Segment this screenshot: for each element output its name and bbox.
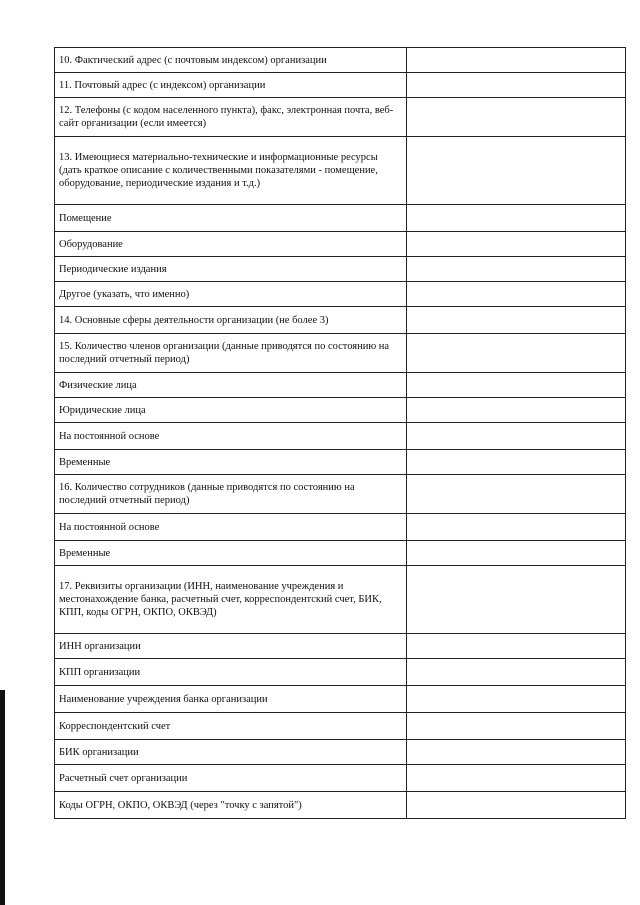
label-members-count: 15. Количество членов организации (данные приводятся по состоянию на последний отчетный период) xyxy=(55,334,407,373)
label-requisites: 17. Реквизиты организации (ИНН, наименование учреждения и местонахождение банка, расчетный счет, корреспондентский счет, БИК, КПП, коды ОГРН, ОКПО, ОКВЭД) xyxy=(55,566,407,634)
field-requisites[interactable] xyxy=(407,566,626,634)
row-settlement-account xyxy=(55,765,626,792)
row-bik xyxy=(55,740,626,765)
field-members-permanent[interactable] xyxy=(407,423,626,450)
field-resources[interactable] xyxy=(407,137,626,205)
field-settlement-account[interactable] xyxy=(407,765,626,792)
label-bik: БИК организации xyxy=(55,740,407,765)
label-members-permanent: На постоянной основе xyxy=(55,423,407,450)
label-employees-permanent: На постоянной основе xyxy=(55,514,407,541)
label-settlement-account: Расчетный счет организации xyxy=(55,765,407,792)
label-employees-temporary: Временные xyxy=(55,541,407,566)
row-employees-temporary xyxy=(55,541,626,566)
row-individuals xyxy=(55,373,626,398)
row-members-temporary xyxy=(55,450,626,475)
field-other[interactable] xyxy=(407,282,626,307)
organization-form-table xyxy=(54,47,626,819)
label-bank-name: Наименование учреждения банка организации xyxy=(55,686,407,713)
field-employees-permanent[interactable] xyxy=(407,514,626,541)
row-legal-entities xyxy=(55,398,626,423)
field-equipment[interactable] xyxy=(407,232,626,257)
field-premises[interactable] xyxy=(407,205,626,232)
row-correspondent-account xyxy=(55,713,626,740)
field-kpp[interactable] xyxy=(407,659,626,686)
label-employees-count: 16. Количество сотрудников (данные приводятся по состоянию на последний отчетный период) xyxy=(55,475,407,514)
field-bik[interactable] xyxy=(407,740,626,765)
row-equipment xyxy=(55,232,626,257)
label-individuals: Физические лица xyxy=(55,373,407,398)
row-members-permanent xyxy=(55,423,626,450)
field-members-count[interactable] xyxy=(407,334,626,373)
field-correspondent-account[interactable] xyxy=(407,713,626,740)
field-actual-address[interactable] xyxy=(407,48,626,73)
label-inn: ИНН организации xyxy=(55,634,407,659)
row-employees-count xyxy=(55,475,626,514)
label-resources: 13. Имеющиеся материально-технические и информационные ресурсы (дать краткое описание с количественными показателями - помещение, оборудование, периодические издания и т.д.) xyxy=(55,137,407,205)
label-members-temporary: Временные xyxy=(55,450,407,475)
row-resources xyxy=(55,137,626,205)
label-premises: Помещение xyxy=(55,205,407,232)
field-bank-name[interactable] xyxy=(407,686,626,713)
label-other: Другое (указать, что именно) xyxy=(55,282,407,307)
field-inn[interactable] xyxy=(407,634,626,659)
label-codes: Коды ОГРН, ОКПО, ОКВЭД (через "точку с запятой") xyxy=(55,792,407,819)
label-actual-address: 10. Фактический адрес (с почтовым индексом) организации xyxy=(55,48,407,73)
row-codes xyxy=(55,792,626,819)
field-activity-areas[interactable] xyxy=(407,307,626,334)
row-premises xyxy=(55,205,626,232)
label-contacts: 12. Телефоны (с кодом населенного пункта), факс, электронная почта, веб-сайт организации (если имеется) xyxy=(55,98,407,137)
scan-edge-mark xyxy=(0,690,5,905)
field-individuals[interactable] xyxy=(407,373,626,398)
row-requisites xyxy=(55,566,626,634)
label-periodicals: Периодические издания xyxy=(55,257,407,282)
row-inn xyxy=(55,634,626,659)
field-legal-entities[interactable] xyxy=(407,398,626,423)
label-equipment: Оборудование xyxy=(55,232,407,257)
field-periodicals[interactable] xyxy=(407,257,626,282)
field-contacts[interactable] xyxy=(407,98,626,137)
field-postal-address[interactable] xyxy=(407,73,626,98)
row-actual-address xyxy=(55,48,626,73)
row-employees-permanent xyxy=(55,514,626,541)
row-other xyxy=(55,282,626,307)
row-periodicals xyxy=(55,257,626,282)
row-bank-name xyxy=(55,686,626,713)
label-activity-areas: 14. Основные сферы деятельности организации (не более 3) xyxy=(55,307,407,334)
label-postal-address: 11. Почтовый адрес (с индексом) организации xyxy=(55,73,407,98)
row-members-count xyxy=(55,334,626,373)
field-employees-temporary[interactable] xyxy=(407,541,626,566)
label-kpp: КПП организации xyxy=(55,659,407,686)
field-employees-count[interactable] xyxy=(407,475,626,514)
row-kpp xyxy=(55,659,626,686)
field-members-temporary[interactable] xyxy=(407,450,626,475)
row-contacts xyxy=(55,98,626,137)
field-codes[interactable] xyxy=(407,792,626,819)
row-activity-areas xyxy=(55,307,626,334)
label-legal-entities: Юридические лица xyxy=(55,398,407,423)
label-correspondent-account: Корреспондентский счет xyxy=(55,713,407,740)
row-postal-address xyxy=(55,73,626,98)
